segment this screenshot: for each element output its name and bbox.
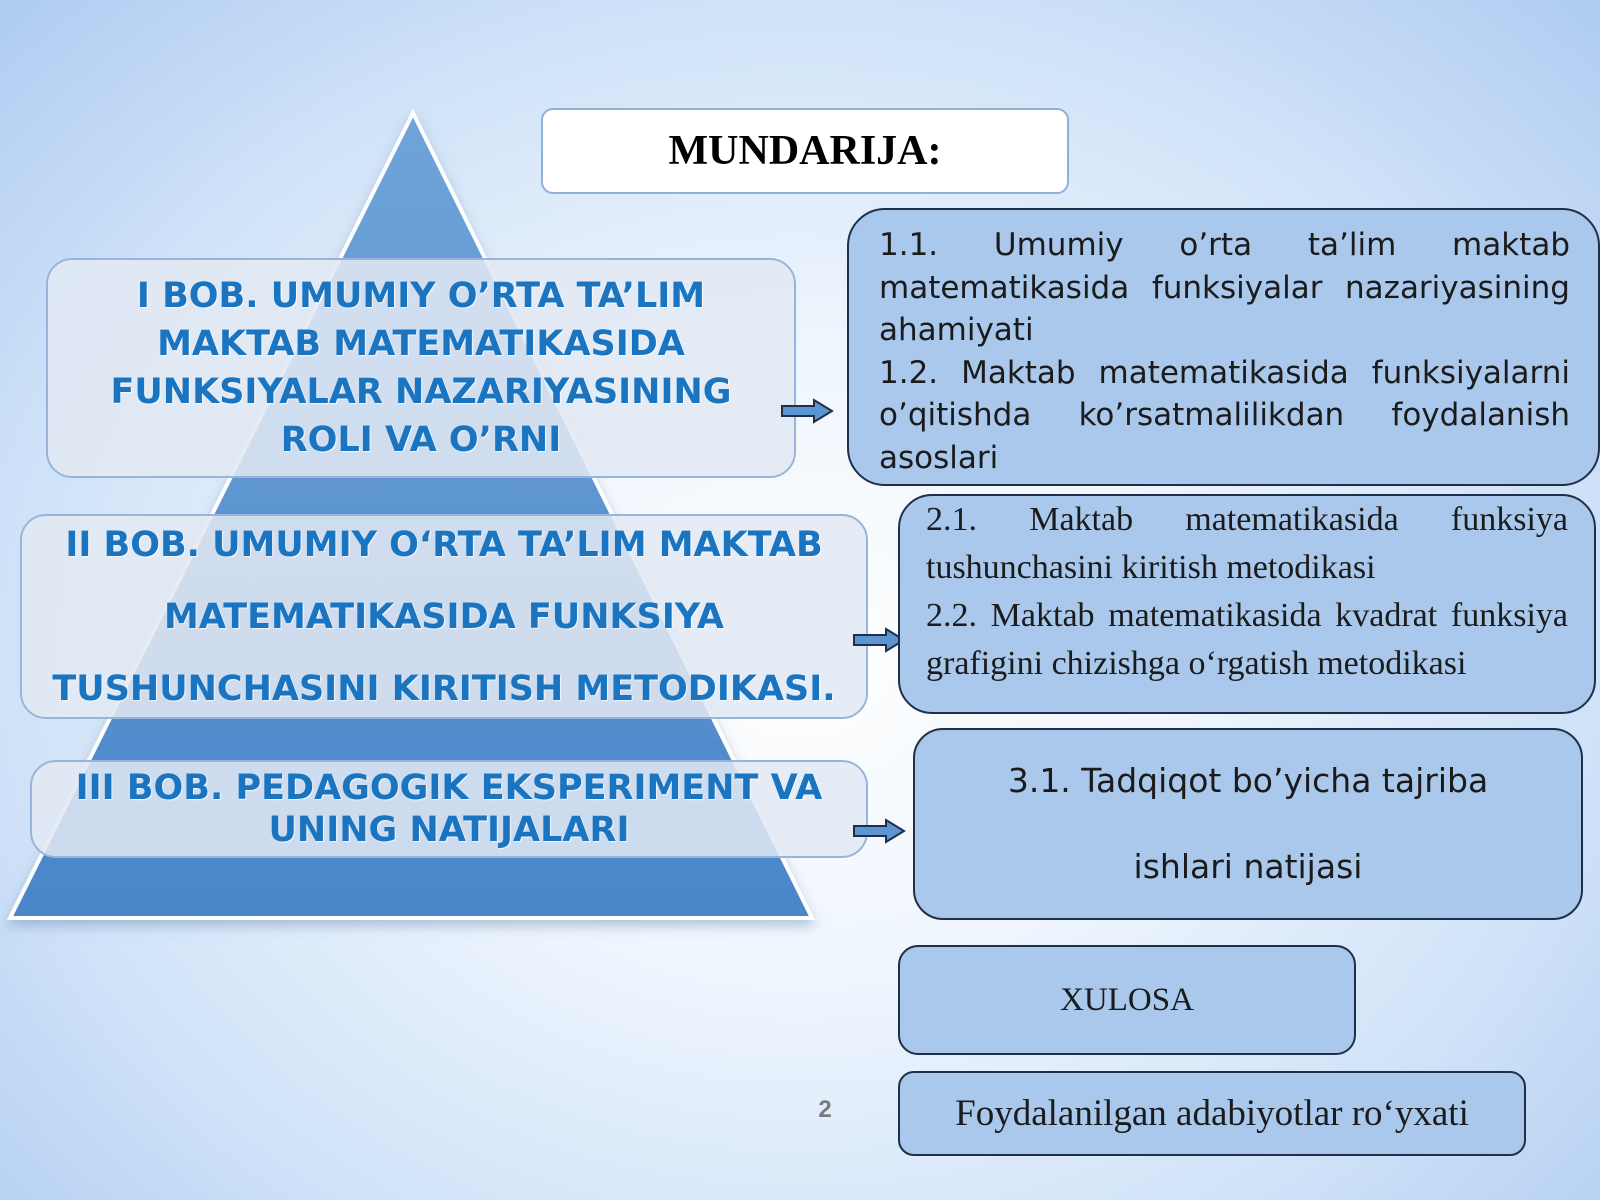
section-3-1-line-1: 3.1. Tadqiqot bo’yicha tajriba — [1007, 761, 1489, 800]
section-2-1: 2.1. Maktab matematikasida funksiya tushunchasini kiritish metodikasi — [926, 501, 1568, 586]
section-1-1: 1.1. Umumiy o’rta ta’lim maktab matematikasida funksiyalar nazariyasining ahamiyati — [879, 227, 1570, 348]
chapter-2-sections-box[interactable] — [898, 494, 1596, 714]
section-2-2: 2.2. Maktab matematikasida kvadrat funksiya grafigini chizishga o‘rgatish metodikasi — [926, 597, 1568, 682]
page-title: MUNDARIJA: — [541, 108, 1069, 194]
chapter-3-box[interactable]: III BOB. PEDAGOGIK EKSPERIMENT VA UNING NATIJALARI — [30, 760, 868, 858]
conclusion-box[interactable]: XULOSA — [898, 945, 1356, 1055]
right-arrow-icon — [852, 818, 906, 844]
section-1-2: 1.2. Maktab matematikasida funksiyalarni o’qitishda ko’rsatmalilikdan foydalanish asoslari — [879, 354, 1570, 476]
section-3-1-line-2: ishlari natijasi — [1133, 847, 1363, 886]
right-arrow-icon — [780, 398, 834, 424]
page-number: 2 — [818, 1096, 832, 1123]
chapter-3-sections-box[interactable] — [913, 728, 1583, 920]
chapter-1-sections-box[interactable] — [847, 208, 1600, 486]
references-box[interactable]: Foydalanilgan adabiyotlar ro‘yxati — [898, 1071, 1526, 1156]
chapter-2-box[interactable]: II BOB. UMUMIY O‘RTA TA’LIM MAKTAB MATEMATIKASIDA FUNKSIYA TUSHUNCHASINI KIRITISH METODIKASI. — [20, 514, 868, 719]
chapter-1-box[interactable]: I BOB. UMUMIY O’RTA TA’LIM MAKTAB MATEMATIKASIDA FUNKSIYALAR NAZARIYASINING ROLI VA O’RNI — [46, 258, 796, 478]
